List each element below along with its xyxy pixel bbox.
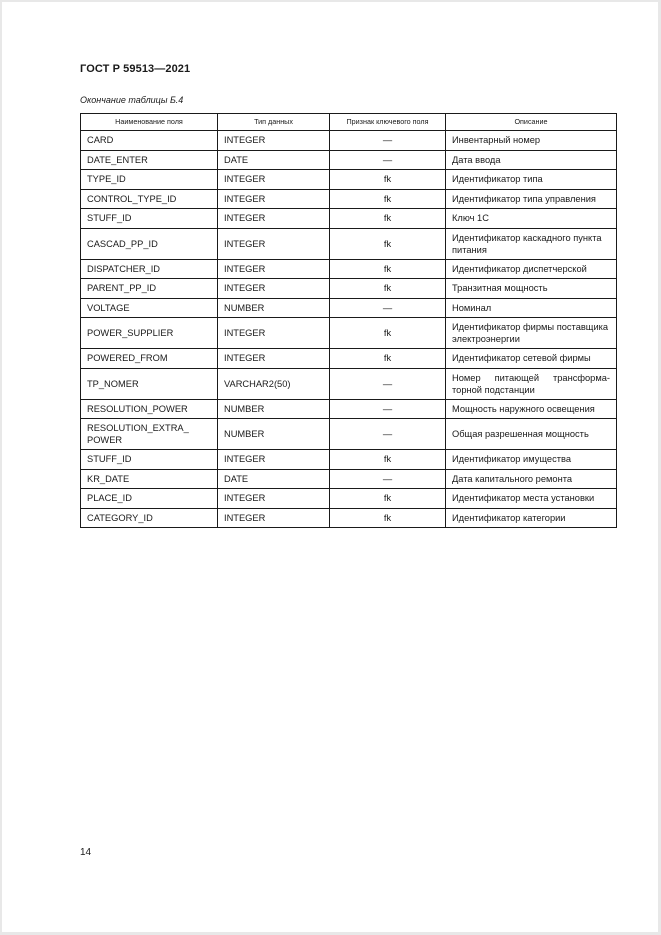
cell-description: Идентификатор типа [446,170,617,190]
cell-key-flag: — [330,131,446,151]
cell-data-type: INTEGER [218,318,330,349]
cell-key-flag: fk [330,259,446,279]
cell-field-name: DATE_ENTER [81,150,218,170]
cell-data-type: INTEGER [218,349,330,369]
table-row [81,489,617,509]
cell-data-type: INTEGER [218,228,330,259]
page-number: 14 [80,847,92,858]
table-row [81,368,617,399]
cell-data-type: INTEGER [218,189,330,209]
column-header-field-name: Наименование поля [81,114,218,131]
cell-field-name: TYPE_ID [81,170,218,190]
cell-field-name: CATEGORY_ID [81,508,218,528]
cell-description: Идентификатор типа управления [446,189,617,209]
cell-field-name: POWERED_FROM [81,349,218,369]
cell-data-type: VARCHAR2(50) [218,368,330,399]
cell-field-name: RESOLUTION_EXTRA_ POWER [81,419,218,450]
cell-data-type: NUMBER [218,298,330,318]
cell-data-type: INTEGER [218,259,330,279]
document-page [2,2,658,932]
table-row [81,450,617,470]
cell-key-flag: — [330,399,446,419]
cell-data-type: DATE [218,469,330,489]
cell-key-flag: fk [330,228,446,259]
cell-key-flag: — [330,419,446,450]
cell-field-name: KR_DATE [81,469,218,489]
cell-field-name: PLACE_ID [81,489,218,509]
cell-key-flag: — [330,368,446,399]
table-header-row [81,114,617,131]
cell-description: Идентификатор фирмы поставщика электроэнергии [446,318,617,349]
cell-data-type: DATE [218,150,330,170]
cell-data-type: INTEGER [218,450,330,470]
cell-description: Инвентарный номер [446,131,617,151]
cell-key-flag: fk [330,209,446,229]
table-row [81,508,617,528]
cell-key-flag: fk [330,349,446,369]
cell-key-flag: fk [330,489,446,509]
table-row [81,469,617,489]
cell-field-name: PARENT_PP_ID [81,279,218,299]
cell-field-name: TP_NOMER [81,368,218,399]
cell-description: Идентификатор диспетчерской [446,259,617,279]
column-header-description: Описание [446,114,617,131]
cell-description: Мощность наружного освещения [446,399,617,419]
cell-description: Идентификатор сетевой фирмы [446,349,617,369]
cell-field-name: POWER_SUPPLIER [81,318,218,349]
cell-data-type: NUMBER [218,419,330,450]
cell-field-name: STUFF_ID [81,450,218,470]
table-row [81,419,617,450]
cell-key-flag: fk [330,189,446,209]
column-header-data-type: Тип данных [218,114,330,131]
table-row [81,349,617,369]
table-row [81,298,617,318]
table-row [81,209,617,229]
cell-description: Идентификатор места установки [446,489,617,509]
standard-title: ГОСТ Р 59513—2021 [80,63,191,75]
table-row [81,399,617,419]
cell-key-flag: fk [330,170,446,190]
cell-field-name: STUFF_ID [81,209,218,229]
cell-description: Идентификатор имущества [446,450,617,470]
cell-key-flag: — [330,469,446,489]
cell-data-type: INTEGER [218,508,330,528]
cell-key-flag: fk [330,508,446,528]
cell-data-type: INTEGER [218,170,330,190]
cell-field-name: CARD [81,131,218,151]
table-row [81,170,617,190]
cell-description: Номер питающей трансформа-торной подстанции [446,368,617,399]
cell-data-type: NUMBER [218,399,330,419]
field-spec-table [80,113,617,528]
table-row [81,228,617,259]
cell-field-name: CASCAD_PP_ID [81,228,218,259]
table-row [81,131,617,151]
cell-data-type: INTEGER [218,209,330,229]
column-header-key-flag: Признак ключевого поля [330,114,446,131]
cell-data-type: INTEGER [218,489,330,509]
cell-key-flag: — [330,298,446,318]
cell-description: Дата капитального ремонта [446,469,617,489]
cell-description: Ключ 1С [446,209,617,229]
cell-description: Транзитная мощность [446,279,617,299]
cell-key-flag: fk [330,450,446,470]
cell-data-type: INTEGER [218,279,330,299]
table-row [81,189,617,209]
cell-description: Идентификатор категории [446,508,617,528]
cell-field-name: RESOLUTION_POWER [81,399,218,419]
cell-field-name: VOLTAGE [81,298,218,318]
table-caption: Окончание таблицы Б.4 [80,95,184,105]
cell-key-flag: — [330,150,446,170]
cell-field-name: DISPATCHER_ID [81,259,218,279]
table-row [81,259,617,279]
table-row [81,279,617,299]
cell-key-flag: fk [330,279,446,299]
cell-description: Общая разрешенная мощность [446,419,617,450]
cell-data-type: INTEGER [218,131,330,151]
cell-description: Номинал [446,298,617,318]
cell-description: Идентификатор каскадного пункта питания [446,228,617,259]
table-row [81,150,617,170]
table-row [81,318,617,349]
cell-field-name: CONTROL_TYPE_ID [81,189,218,209]
cell-key-flag: fk [330,318,446,349]
cell-description: Дата ввода [446,150,617,170]
